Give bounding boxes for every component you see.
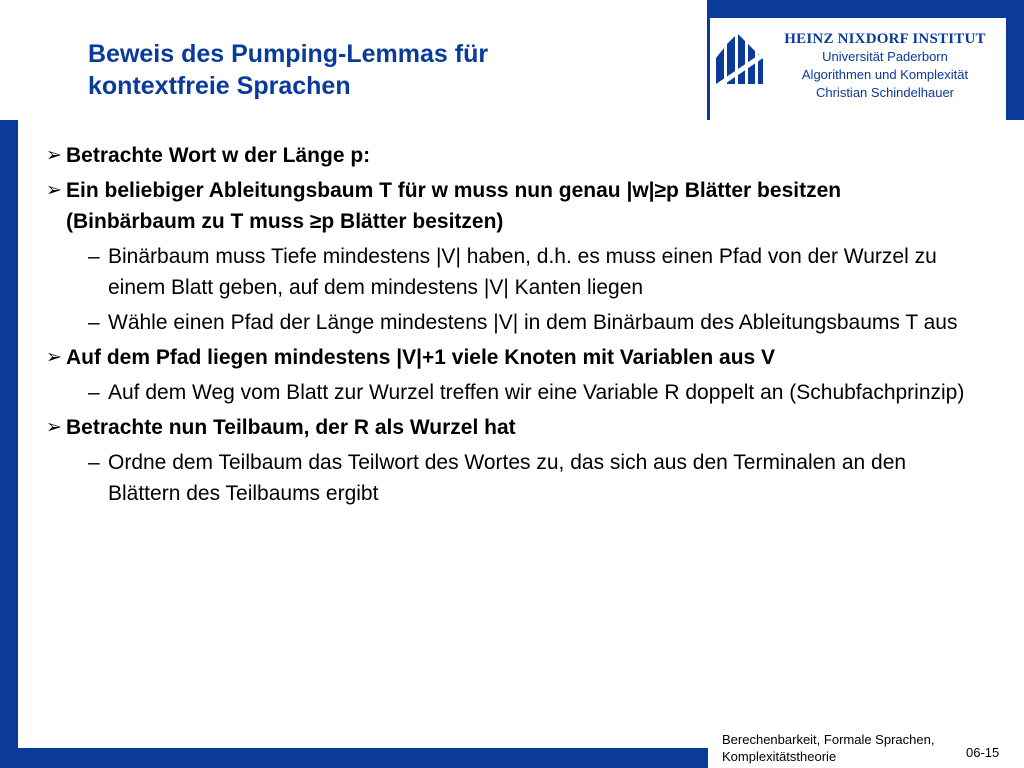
bullet-item — [46, 175, 976, 237]
footer-course-line1: Berechenbarkeit, Formale Sprachen, — [722, 732, 935, 747]
footer-course — [722, 731, 934, 765]
institute-university: Universität Paderborn — [822, 49, 948, 64]
bullet-item — [46, 412, 976, 443]
arrow-bullet-icon: ➢ — [46, 417, 62, 438]
slide-title-line2: kontextfreie Sprachen — [88, 72, 351, 100]
bullet-text: Auf dem Pfad liegen mindestens |V|+1 viele Knoten mit Variablen aus V — [66, 346, 776, 369]
footer-course-line2: Komplexitätstheorie — [722, 749, 837, 764]
page-number: 06-15 — [966, 745, 1000, 760]
slide-title-line1: Beweis des Pumping-Lemmas für — [88, 40, 489, 68]
sub-item — [88, 307, 976, 338]
institute-block — [766, 30, 1004, 102]
institute-name: HEINZ NIXDORF INSTITUT — [784, 31, 986, 47]
sub-text: Binärbaum muss Tiefe mindestens |V| haben, d.h. es muss einen Pfad von der Wurzel zu einem Blatt geben, auf dem mindestens |V| Kanten liegen — [108, 245, 937, 299]
sub-item — [88, 377, 976, 408]
sub-text: Ordne dem Teilbaum das Teilwort des Wortes zu, das sich aus den Terminalen an den Blättern des Teilbaums ergibt — [108, 451, 907, 505]
header-frame-left — [707, 0, 710, 120]
slide-title — [88, 38, 668, 102]
sub-text: Wähle einen Pfad der Länge mindestens |V| in dem Binärbaum des Ableitungsbaums T aus — [108, 311, 958, 334]
bullet-item — [46, 140, 976, 171]
bullet-item — [46, 342, 976, 373]
dash-marker: – — [88, 381, 100, 404]
sub-text: Auf dem Weg vom Blatt zur Wurzel treffen wir eine Variable R doppelt an (Schubfachprinzip) — [108, 381, 965, 404]
header-frame-top — [707, 0, 1024, 18]
hni-logo-icon — [714, 32, 764, 86]
bullet-text: Betrachte Wort w der Länge p: — [66, 144, 371, 167]
bottom-accent-bar — [0, 748, 708, 768]
sub-item — [88, 447, 976, 509]
dash-marker: – — [88, 451, 100, 474]
institute-group: Algorithmen und Komplexität — [801, 67, 969, 82]
arrow-bullet-icon: ➢ — [46, 145, 62, 166]
arrow-bullet-icon: ➢ — [46, 180, 62, 201]
dash-marker: – — [88, 245, 100, 268]
sub-item — [88, 241, 976, 303]
header-frame-right — [1006, 0, 1024, 120]
left-accent-bar — [0, 120, 18, 750]
arrow-bullet-icon: ➢ — [46, 347, 62, 368]
bullet-text: Ein beliebiger Ableitungsbaum T für w muss nun genau |w|≥p Blätter besitzen (Binbärbaum zu T muss ≥p Blätter besitzen) — [66, 179, 842, 233]
slide-content — [46, 140, 976, 513]
bullet-text: Betrachte nun Teilbaum, der R als Wurzel hat — [66, 416, 516, 439]
dash-marker: – — [88, 311, 100, 334]
institute-author: Christian Schindelhauer — [815, 85, 955, 100]
